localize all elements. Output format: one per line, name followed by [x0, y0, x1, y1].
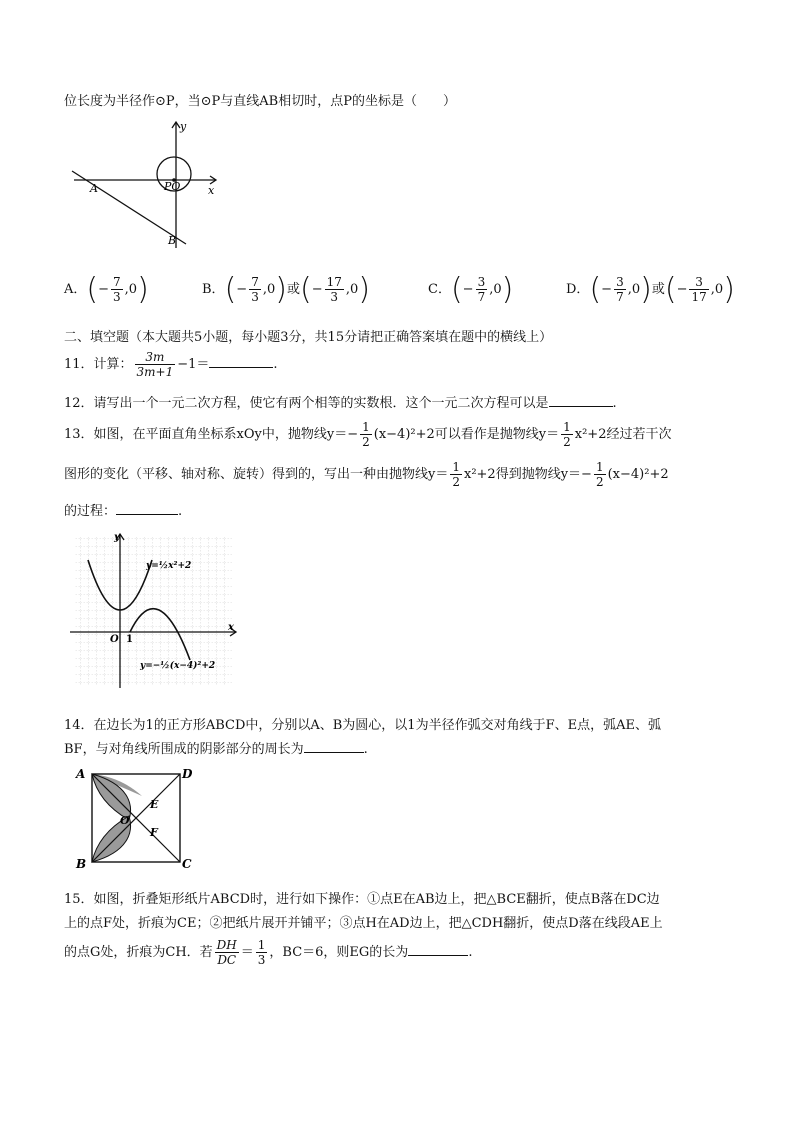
minus-sign: − — [236, 282, 248, 297]
zero: 0 — [493, 282, 502, 297]
frac-num: 1 — [257, 938, 266, 952]
q13-part2: (x−4)²+2可以看作是抛物线y＝ — [373, 427, 560, 442]
frac-den: 3 — [113, 290, 121, 304]
q11 — [64, 350, 278, 379]
minus-sign: − — [98, 282, 110, 297]
q11-prefix: 11．计算： — [64, 357, 133, 372]
q15-line-1: 15．如图，折叠矩形纸片ABCD时，进行如下操作：①点E在AB边上，把△BCE翻折，使点B落在DC边 — [64, 892, 660, 907]
q14-label-e: E — [150, 798, 159, 811]
q11-answer-blank[interactable] — [209, 354, 273, 368]
q12-answer-blank[interactable] — [549, 393, 613, 407]
q10-b-label: B — [168, 234, 177, 247]
comma: , — [627, 282, 632, 297]
q14-line-2 — [64, 738, 368, 757]
q11-frac-num: 3m — [135, 350, 176, 365]
frac-num: 3 — [689, 275, 708, 290]
q14-label-b: B — [76, 857, 87, 871]
q10-option-b[interactable]: B．(− $\frac{7}{3}$ ,0)或(− $\frac{17}{3}$ ,0) — [202, 272, 371, 307]
frac-num: 3 — [616, 275, 624, 289]
q11-frac-den: 3m+1 — [136, 365, 174, 379]
minus-sign: − — [311, 282, 323, 297]
q14-label-c: C — [182, 857, 192, 871]
q10-stem: 位长度为半径作⊙P，当⊙P与直线AB相切时，点P的坐标是（ ） — [64, 94, 456, 109]
q10-option-a[interactable]: A．(− $\frac{7}{3}$ ,0) — [64, 272, 149, 307]
q15-end: . — [468, 945, 473, 960]
q13-o-label: O — [110, 634, 119, 645]
q13-answer-blank[interactable] — [116, 501, 178, 515]
q11-suffix: −1＝ — [177, 357, 210, 372]
q15-line3b: ，BC＝6，则EG的长为 — [269, 945, 409, 960]
q13-line-1 — [64, 420, 671, 449]
q15-line3a: 的点G处，折痕为CH．若 — [64, 945, 213, 960]
frac-den: 17 — [691, 290, 707, 304]
minus-sign: − — [601, 282, 613, 297]
q14-label-a: A — [76, 767, 86, 781]
q14-label-f: F — [150, 826, 158, 839]
option-a-letter: A． — [64, 282, 87, 297]
zero: 0 — [631, 282, 641, 297]
frac-num: DH — [216, 938, 237, 952]
comma: , — [124, 282, 129, 297]
q10-x-label: x — [208, 184, 215, 197]
frac-den: 2 — [452, 475, 460, 489]
frac-num: 7 — [251, 275, 259, 289]
frac-den: 2 — [563, 435, 571, 449]
q15-line-3 — [64, 938, 472, 967]
q12-end: . — [612, 396, 617, 411]
comma: , — [345, 282, 351, 297]
q15-line-2: 上的点F处，折痕为CE；②把纸片展开并铺平；③点H在AD边上，把△CDH翻折，使点D落在线段AE上 — [64, 916, 663, 931]
q13-line2b: x²+2得到抛物线y＝− — [464, 467, 592, 482]
minus-sign: − — [676, 282, 688, 297]
minus-sign: − — [462, 282, 474, 297]
q13-line2c: (x−4)²+2 — [607, 467, 669, 482]
q10-y-label: y — [180, 120, 187, 133]
q14-label-d: D — [182, 767, 193, 781]
q14-end: . — [363, 742, 368, 757]
q10-a-label: A — [90, 182, 98, 195]
section-2-heading: 二、填空题（本大题共5小题，每小题3分，共15分请把正确答案填在题中的横线上） — [64, 330, 553, 345]
q15-answer-blank[interactable] — [408, 942, 468, 956]
q14-line-1: 14．在边长为1的正方形ABCD中，分别以A、B为圆心，以1为半径作弧交对角线于F、E点，弧AE、弧 — [64, 718, 661, 733]
frac-den: 7 — [616, 290, 624, 304]
frac-den: DC — [217, 953, 237, 967]
frac-num: 1 — [563, 420, 571, 434]
q13-one-label: 1 — [126, 634, 133, 645]
q13-curve2-label: y=−½(x−4)²+2 — [140, 661, 216, 671]
frac-den: 3 — [330, 290, 339, 304]
or-text: 或 — [651, 282, 665, 297]
option-c-letter: C． — [428, 282, 451, 297]
q13-y-label: y — [114, 532, 120, 543]
frac-num: 1 — [595, 460, 604, 474]
frac-num: 7 — [113, 275, 121, 289]
frac-num: 3 — [477, 275, 486, 289]
frac-den: 3 — [257, 953, 266, 967]
q14-label-o: O — [120, 814, 130, 827]
q10-option-c[interactable]: C．(− $\frac{3}{7}$ ,0) — [428, 272, 514, 307]
comma: , — [262, 282, 267, 297]
zero: 0 — [350, 282, 359, 297]
frac-den: 2 — [595, 475, 604, 489]
q13-part1: 13．如图，在平面直角坐标系xOy中，抛物线y＝− — [64, 427, 359, 442]
frac-den: 2 — [362, 435, 370, 449]
comma: , — [710, 282, 715, 297]
q10-figure — [66, 118, 226, 254]
q13-part3: x²+2经过若干次 — [574, 427, 672, 442]
option-d-letter: D． — [566, 282, 590, 297]
q12 — [64, 392, 617, 411]
comma: , — [489, 282, 494, 297]
zero: 0 — [128, 282, 138, 297]
frac-num: 1 — [452, 460, 460, 474]
q13-x-label: x — [228, 622, 234, 633]
zero: 0 — [714, 282, 724, 297]
frac-num: 17 — [326, 275, 342, 289]
q13-line3: 的过程： — [64, 504, 117, 519]
q13-figure — [64, 530, 244, 692]
q10-po-label: PO — [164, 180, 181, 193]
frac-num: 1 — [362, 420, 370, 434]
q14-answer-blank[interactable] — [304, 739, 364, 753]
q11-end: . — [273, 357, 278, 372]
q13-line-2 — [64, 460, 669, 489]
q10-option-d[interactable]: D．(− $\frac{3}{7}$ ,0)或(− $\frac{3}{17}$ ,0) — [566, 272, 735, 307]
q14-line2: BF，与对角线所围成的阴影部分的周长为 — [64, 742, 304, 757]
q12-text: 12．请写出一个一元二次方程，使它有两个相等的实数根．这个一元二次方程可以是 — [64, 396, 549, 411]
or-text: 或 — [286, 282, 300, 297]
option-b-letter: B． — [202, 282, 225, 297]
q13-curve1-label: y=½x²+2 — [146, 561, 192, 571]
frac-den: 7 — [477, 290, 486, 304]
q13-end: . — [178, 504, 183, 519]
frac-den: 3 — [251, 290, 259, 304]
equals: ＝ — [240, 945, 254, 960]
q13-line2a: 图形的变化（平移、轴对称、旋转）得到的，写出一种由抛物线y＝ — [64, 467, 449, 482]
q14-figure — [68, 764, 198, 872]
zero: 0 — [266, 282, 276, 297]
q13-line-3 — [64, 500, 182, 519]
